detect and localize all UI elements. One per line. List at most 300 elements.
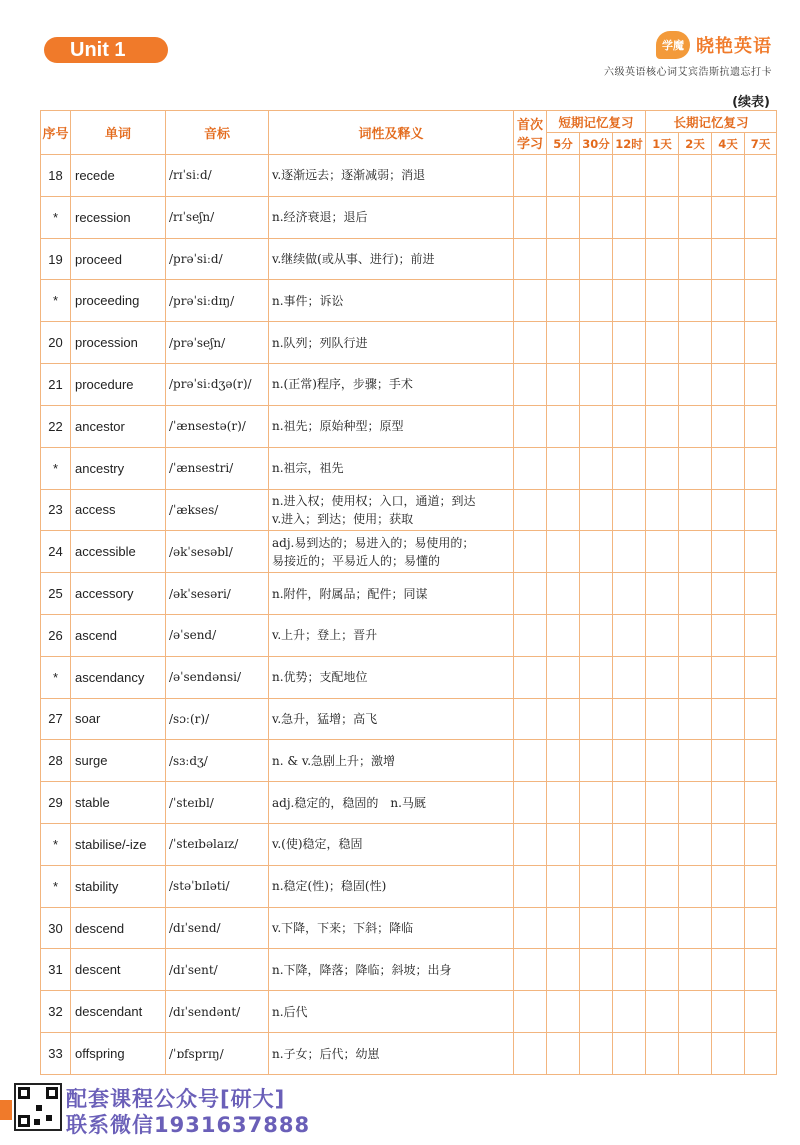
checkbox-cell[interactable] xyxy=(613,991,646,1033)
row-definition xyxy=(269,824,514,866)
checkbox-cell[interactable] xyxy=(580,364,613,406)
checkbox-cell[interactable] xyxy=(745,991,777,1033)
checkbox-cell[interactable] xyxy=(613,656,646,698)
checkbox-cell[interactable] xyxy=(547,405,580,447)
checkbox-cell[interactable] xyxy=(514,824,547,866)
checkbox-cell[interactable] xyxy=(547,991,580,1033)
row-phonetic: /rɪˈsiːd/ xyxy=(166,155,269,197)
checkbox-cell[interactable] xyxy=(679,865,712,907)
checkbox-cell[interactable] xyxy=(712,865,745,907)
checkbox-cell[interactable] xyxy=(712,447,745,489)
checkbox-cell[interactable] xyxy=(745,238,777,280)
checkbox-cell[interactable] xyxy=(745,364,777,406)
brand xyxy=(656,30,772,60)
page-edge-tab xyxy=(0,1100,12,1120)
checkbox-cell[interactable] xyxy=(547,740,580,782)
row-definition xyxy=(269,991,514,1033)
header-first-study: 首次学习 xyxy=(514,111,547,155)
checkbox-cell[interactable] xyxy=(580,447,613,489)
row-number: 19 xyxy=(41,238,71,280)
row-word: procedure xyxy=(71,364,166,406)
table-row xyxy=(41,155,777,197)
checkbox-cell[interactable] xyxy=(547,489,580,531)
row-phonetic: /dɪˈsend/ xyxy=(166,907,269,949)
checkbox-cell[interactable] xyxy=(646,907,679,949)
row-word: descendant xyxy=(71,991,166,1033)
checkbox-cell[interactable] xyxy=(613,364,646,406)
checkbox-cell[interactable] xyxy=(679,656,712,698)
checkbox-cell[interactable] xyxy=(580,949,613,991)
checkbox-cell[interactable] xyxy=(580,196,613,238)
checkbox-cell[interactable] xyxy=(679,782,712,824)
checkbox-cell[interactable] xyxy=(679,614,712,656)
checkbox-cell[interactable] xyxy=(547,238,580,280)
checkbox-cell[interactable] xyxy=(580,489,613,531)
row-word: soar xyxy=(71,698,166,740)
checkbox-cell[interactable] xyxy=(646,865,679,907)
row-number: * xyxy=(41,656,71,698)
footer-contact-line: 联系微信1931637888 xyxy=(66,1113,311,1137)
checkbox-cell[interactable] xyxy=(580,405,613,447)
checkbox-cell[interactable] xyxy=(679,531,712,573)
checkbox-cell[interactable] xyxy=(580,155,613,197)
table-row xyxy=(41,949,777,991)
row-word: proceeding xyxy=(71,280,166,322)
checkbox-cell[interactable] xyxy=(547,364,580,406)
row-word: ancestor xyxy=(71,405,166,447)
definition-line: n.后代 xyxy=(272,1004,308,1019)
checkbox-cell[interactable] xyxy=(712,573,745,615)
checkbox-cell[interactable] xyxy=(613,865,646,907)
checkbox-cell[interactable] xyxy=(745,865,777,907)
definition-line: n.祖先；原始种型；原型 xyxy=(272,419,404,434)
row-definition xyxy=(269,740,514,782)
table-row xyxy=(41,907,777,949)
checkbox-cell[interactable] xyxy=(745,1033,777,1075)
checkbox-cell[interactable] xyxy=(646,280,679,322)
checkbox-cell[interactable] xyxy=(613,573,646,615)
definition-line: v.下降，下来；下斜；降临 xyxy=(272,921,414,936)
brand-subtitle: 六级英语核心词艾宾浩斯抗遗忘打卡 xyxy=(604,67,772,78)
checkbox-cell[interactable] xyxy=(514,489,547,531)
row-definition xyxy=(269,614,514,656)
row-number: 24 xyxy=(41,531,71,573)
checkbox-cell[interactable] xyxy=(712,489,745,531)
row-definition xyxy=(269,907,514,949)
checkbox-cell[interactable] xyxy=(646,1033,679,1075)
checkbox-cell[interactable] xyxy=(712,782,745,824)
row-word: proceed xyxy=(71,238,166,280)
row-number: 29 xyxy=(41,782,71,824)
checkbox-cell[interactable] xyxy=(613,907,646,949)
row-phonetic: /stəˈbɪləti/ xyxy=(166,865,269,907)
checkbox-cell[interactable] xyxy=(514,238,547,280)
row-word: descent xyxy=(71,949,166,991)
checkbox-cell[interactable] xyxy=(646,824,679,866)
row-definition xyxy=(269,656,514,698)
checkbox-cell[interactable] xyxy=(514,991,547,1033)
checkbox-cell[interactable] xyxy=(514,698,547,740)
definition-line: n.附件，附属品；配件；同谋 xyxy=(272,586,428,601)
checkbox-cell[interactable] xyxy=(514,907,547,949)
checkbox-cell[interactable] xyxy=(547,656,580,698)
checkbox-cell[interactable] xyxy=(646,531,679,573)
checkbox-cell[interactable] xyxy=(679,405,712,447)
row-number: * xyxy=(41,824,71,866)
checkbox-cell[interactable] xyxy=(745,907,777,949)
row-phonetic: /ˈækses/ xyxy=(166,489,269,531)
checkbox-cell[interactable] xyxy=(646,405,679,447)
row-number: 22 xyxy=(41,405,71,447)
row-phonetic: /prəˈsiːdɪŋ/ xyxy=(166,280,269,322)
checkbox-cell[interactable] xyxy=(613,447,646,489)
table-row xyxy=(41,1033,777,1075)
checkbox-cell[interactable] xyxy=(547,280,580,322)
table-row xyxy=(41,447,777,489)
row-word: stable xyxy=(71,782,166,824)
checkbox-cell[interactable] xyxy=(580,238,613,280)
checkbox-cell[interactable] xyxy=(580,991,613,1033)
row-word: accessory xyxy=(71,573,166,615)
table-row xyxy=(41,614,777,656)
checkbox-cell[interactable] xyxy=(745,447,777,489)
definition-line: adj.稳定的，稳固的 n.马厩 xyxy=(272,795,426,810)
row-number: * xyxy=(41,280,71,322)
checkbox-cell[interactable] xyxy=(547,531,580,573)
row-word: offspring xyxy=(71,1033,166,1075)
checkbox-cell[interactable] xyxy=(646,949,679,991)
checkbox-cell[interactable] xyxy=(514,364,547,406)
checkbox-cell[interactable] xyxy=(580,614,613,656)
checkbox-cell[interactable] xyxy=(514,405,547,447)
vocabulary-table xyxy=(40,110,777,1075)
row-phonetic: /sɔː(r)/ xyxy=(166,698,269,740)
checkbox-cell[interactable] xyxy=(712,322,745,364)
checkbox-cell[interactable] xyxy=(613,782,646,824)
checkbox-cell[interactable] xyxy=(613,280,646,322)
checkbox-cell[interactable] xyxy=(646,991,679,1033)
row-number: 23 xyxy=(41,489,71,531)
checkbox-cell[interactable] xyxy=(679,907,712,949)
checkbox-cell[interactable] xyxy=(745,698,777,740)
checkbox-cell[interactable] xyxy=(580,740,613,782)
checkbox-cell[interactable] xyxy=(514,1033,547,1075)
checkbox-cell[interactable] xyxy=(514,782,547,824)
checkbox-cell[interactable] xyxy=(745,573,777,615)
checkbox-cell[interactable] xyxy=(580,573,613,615)
brand-name: 晓艳英语 xyxy=(696,36,772,57)
checkbox-cell[interactable] xyxy=(679,489,712,531)
checkbox-cell[interactable] xyxy=(613,531,646,573)
header-short-col: 5分 xyxy=(547,133,580,155)
checkbox-cell[interactable] xyxy=(712,531,745,573)
header-short-col: 30分 xyxy=(580,133,613,155)
row-phonetic: /əˈsendənsi/ xyxy=(166,656,269,698)
header-definition: 词性及释义 xyxy=(269,111,514,155)
row-definition xyxy=(269,364,514,406)
checkbox-cell[interactable] xyxy=(679,573,712,615)
checkbox-cell[interactable] xyxy=(613,322,646,364)
checkbox-cell[interactable] xyxy=(547,824,580,866)
row-definition xyxy=(269,865,514,907)
row-number: 28 xyxy=(41,740,71,782)
checkbox-cell[interactable] xyxy=(679,155,712,197)
header-short-review: 短期记忆复习 xyxy=(547,111,646,133)
checkbox-cell[interactable] xyxy=(679,238,712,280)
checkbox-cell[interactable] xyxy=(646,782,679,824)
checkbox-cell[interactable] xyxy=(580,531,613,573)
checkbox-cell[interactable] xyxy=(712,364,745,406)
checkbox-cell[interactable] xyxy=(679,824,712,866)
checkbox-cell[interactable] xyxy=(547,155,580,197)
row-phonetic: /əˈsend/ xyxy=(166,614,269,656)
row-definition xyxy=(269,280,514,322)
table-row xyxy=(41,740,777,782)
row-phonetic: /rɪˈseʃn/ xyxy=(166,196,269,238)
checkbox-cell[interactable] xyxy=(745,280,777,322)
checkbox-cell[interactable] xyxy=(712,238,745,280)
row-word: ancestry xyxy=(71,447,166,489)
checkbox-cell[interactable] xyxy=(712,1033,745,1075)
checkbox-cell[interactable] xyxy=(646,364,679,406)
checkbox-cell[interactable] xyxy=(712,280,745,322)
checkbox-cell[interactable] xyxy=(547,1033,580,1075)
checkbox-cell[interactable] xyxy=(547,447,580,489)
footer-promo-line: 配套课程公众号[研大] xyxy=(66,1087,286,1111)
definition-line: 易接近的；平易近人的；易懂的 xyxy=(272,553,441,568)
qr-code-icon xyxy=(14,1083,62,1131)
checkbox-cell[interactable] xyxy=(679,740,712,782)
checkbox-cell[interactable] xyxy=(580,698,613,740)
definition-line: n.优势；支配地位 xyxy=(272,670,368,685)
checkbox-cell[interactable] xyxy=(514,155,547,197)
checkbox-cell[interactable] xyxy=(646,656,679,698)
continued-label: (续表) xyxy=(732,95,770,110)
row-number: 33 xyxy=(41,1033,71,1075)
row-definition xyxy=(269,196,514,238)
checkbox-cell[interactable] xyxy=(580,824,613,866)
checkbox-cell[interactable] xyxy=(745,824,777,866)
checkbox-cell[interactable] xyxy=(613,824,646,866)
header-ipa: 音标 xyxy=(166,111,269,155)
checkbox-cell[interactable] xyxy=(679,322,712,364)
checkbox-cell[interactable] xyxy=(580,280,613,322)
checkbox-cell[interactable] xyxy=(646,196,679,238)
checkbox-cell[interactable] xyxy=(679,698,712,740)
checkbox-cell[interactable] xyxy=(547,907,580,949)
checkbox-cell[interactable] xyxy=(745,405,777,447)
row-number: 25 xyxy=(41,573,71,615)
header-short-col: 12时 xyxy=(613,133,646,155)
table-row xyxy=(41,656,777,698)
checkbox-cell[interactable] xyxy=(580,782,613,824)
table-row xyxy=(41,824,777,866)
checkbox-cell[interactable] xyxy=(712,614,745,656)
checkbox-cell[interactable] xyxy=(547,614,580,656)
checkbox-cell[interactable] xyxy=(613,196,646,238)
checkbox-cell[interactable] xyxy=(745,740,777,782)
checkbox-cell[interactable] xyxy=(712,907,745,949)
checkbox-cell[interactable] xyxy=(613,614,646,656)
row-phonetic: /əkˈsesəbl/ xyxy=(166,531,269,573)
checkbox-cell[interactable] xyxy=(745,489,777,531)
checkbox-cell[interactable] xyxy=(646,614,679,656)
checkbox-cell[interactable] xyxy=(745,531,777,573)
row-word: descend xyxy=(71,907,166,949)
checkbox-cell[interactable] xyxy=(514,322,547,364)
definition-line: v.进入；到达；使用；获取 xyxy=(272,511,414,526)
checkbox-cell[interactable] xyxy=(712,405,745,447)
checkbox-cell[interactable] xyxy=(580,656,613,698)
table-row xyxy=(41,531,777,573)
checkbox-cell[interactable] xyxy=(514,447,547,489)
checkbox-cell[interactable] xyxy=(646,155,679,197)
row-number: * xyxy=(41,196,71,238)
checkbox-cell[interactable] xyxy=(745,322,777,364)
checkbox-cell[interactable] xyxy=(514,865,547,907)
definition-line: n.经济衰退；退后 xyxy=(272,210,368,225)
unit-badge: Unit 1 xyxy=(44,37,168,63)
row-phonetic: /dɪˈsent/ xyxy=(166,949,269,991)
row-number: 21 xyxy=(41,364,71,406)
checkbox-cell[interactable] xyxy=(514,573,547,615)
checkbox-cell[interactable] xyxy=(580,322,613,364)
row-phonetic: /əkˈsesəri/ xyxy=(166,573,269,615)
checkbox-cell[interactable] xyxy=(646,573,679,615)
checkbox-cell[interactable] xyxy=(613,405,646,447)
definition-line: n.事件；诉讼 xyxy=(272,293,344,308)
checkbox-cell[interactable] xyxy=(547,782,580,824)
row-word: procession xyxy=(71,322,166,364)
checkbox-cell[interactable] xyxy=(745,656,777,698)
checkbox-cell[interactable] xyxy=(514,656,547,698)
checkbox-cell[interactable] xyxy=(580,1033,613,1075)
checkbox-cell[interactable] xyxy=(745,614,777,656)
row-number: 31 xyxy=(41,949,71,991)
row-phonetic: /ˈænsestə(r)/ xyxy=(166,405,269,447)
checkbox-cell[interactable] xyxy=(613,949,646,991)
table-row xyxy=(41,405,777,447)
row-word: recession xyxy=(71,196,166,238)
definition-line: adj.易到达的；易进入的；易使用的； xyxy=(272,535,475,550)
row-definition xyxy=(269,155,514,197)
header-long-col: 4天 xyxy=(712,133,745,155)
table-row xyxy=(41,489,777,531)
row-phonetic: /prəˈsiːdʒə(r)/ xyxy=(166,364,269,406)
checkbox-cell[interactable] xyxy=(613,1033,646,1075)
checkbox-cell[interactable] xyxy=(646,740,679,782)
checkbox-cell[interactable] xyxy=(646,698,679,740)
checkbox-cell[interactable] xyxy=(547,573,580,615)
checkbox-cell[interactable] xyxy=(712,698,745,740)
row-phonetic: /dɪˈsendənt/ xyxy=(166,991,269,1033)
checkbox-cell[interactable] xyxy=(547,949,580,991)
header-word: 单词 xyxy=(71,111,166,155)
checkbox-cell[interactable] xyxy=(514,196,547,238)
row-word: access xyxy=(71,489,166,531)
definition-line: n.下降，降落；降临；斜坡；出身 xyxy=(272,962,452,977)
checkbox-cell[interactable] xyxy=(745,949,777,991)
table-row xyxy=(41,280,777,322)
checkbox-cell[interactable] xyxy=(547,865,580,907)
checkbox-cell[interactable] xyxy=(514,531,547,573)
checkbox-cell[interactable] xyxy=(580,907,613,949)
checkbox-cell[interactable] xyxy=(712,155,745,197)
checkbox-cell[interactable] xyxy=(712,196,745,238)
checkbox-cell[interactable] xyxy=(613,698,646,740)
checkbox-cell[interactable] xyxy=(514,280,547,322)
row-definition xyxy=(269,322,514,364)
row-word: surge xyxy=(71,740,166,782)
checkbox-cell[interactable] xyxy=(547,196,580,238)
checkbox-cell[interactable] xyxy=(547,698,580,740)
checkbox-cell[interactable] xyxy=(679,1033,712,1075)
checkbox-cell[interactable] xyxy=(646,447,679,489)
table-row xyxy=(41,196,777,238)
row-phonetic: /ˈɒfsprɪŋ/ xyxy=(166,1033,269,1075)
checkbox-cell[interactable] xyxy=(712,824,745,866)
checkbox-cell[interactable] xyxy=(580,865,613,907)
row-definition xyxy=(269,238,514,280)
checkbox-cell[interactable] xyxy=(646,489,679,531)
row-number: 27 xyxy=(41,698,71,740)
checkbox-cell[interactable] xyxy=(679,949,712,991)
row-phonetic: /ˈænsestri/ xyxy=(166,447,269,489)
row-word: stability xyxy=(71,865,166,907)
checkbox-cell[interactable] xyxy=(514,949,547,991)
row-word: accessible xyxy=(71,531,166,573)
checkbox-cell[interactable] xyxy=(646,322,679,364)
table-row xyxy=(41,698,777,740)
row-definition xyxy=(269,949,514,991)
checkbox-cell[interactable] xyxy=(745,155,777,197)
checkbox-cell[interactable] xyxy=(514,614,547,656)
row-definition xyxy=(269,531,514,573)
header-no: 序号 xyxy=(41,111,71,155)
checkbox-cell[interactable] xyxy=(514,740,547,782)
row-definition xyxy=(269,447,514,489)
checkbox-cell[interactable] xyxy=(712,740,745,782)
checkbox-cell[interactable] xyxy=(679,280,712,322)
checkbox-cell[interactable] xyxy=(679,991,712,1033)
checkbox-cell[interactable] xyxy=(712,656,745,698)
checkbox-cell[interactable] xyxy=(646,238,679,280)
checkbox-cell[interactable] xyxy=(745,196,777,238)
table-row xyxy=(41,991,777,1033)
checkbox-cell[interactable] xyxy=(613,155,646,197)
row-number: 18 xyxy=(41,155,71,197)
row-phonetic: /ˈsteɪbəlaɪz/ xyxy=(166,824,269,866)
checkbox-cell[interactable] xyxy=(679,447,712,489)
definition-line: n.子女；后代；幼崽 xyxy=(272,1046,380,1061)
checkbox-cell[interactable] xyxy=(613,740,646,782)
definition-line: n.稳定(性)；稳固(性) xyxy=(272,879,387,894)
checkbox-cell[interactable] xyxy=(745,782,777,824)
header-long-col: 2天 xyxy=(679,133,712,155)
checkbox-cell[interactable] xyxy=(712,991,745,1033)
checkbox-cell[interactable] xyxy=(712,949,745,991)
definition-line: v.(使)稳定，稳固 xyxy=(272,837,363,852)
checkbox-cell[interactable] xyxy=(613,489,646,531)
checkbox-cell[interactable] xyxy=(547,322,580,364)
checkbox-cell[interactable] xyxy=(679,196,712,238)
definition-line: v.急升，猛增；高飞 xyxy=(272,711,378,726)
row-definition xyxy=(269,782,514,824)
checkbox-cell[interactable] xyxy=(613,238,646,280)
row-word: recede xyxy=(71,155,166,197)
checkbox-cell[interactable] xyxy=(679,364,712,406)
table-row xyxy=(41,322,777,364)
